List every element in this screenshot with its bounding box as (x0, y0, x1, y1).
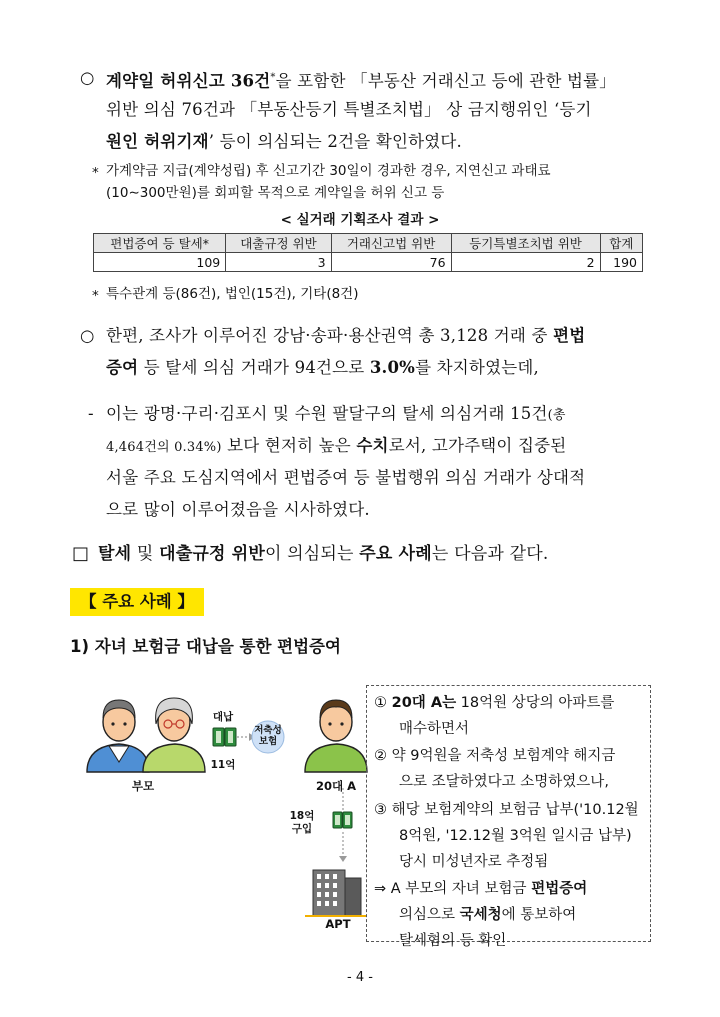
p2-l2-bold: 증여 (106, 358, 139, 377)
result-table (93, 233, 643, 272)
case-conclusion-line2 (399, 902, 576, 928)
p1-marker: ○ (80, 68, 95, 87)
p4-text-b: 및 (131, 544, 160, 564)
conclusion-l2a: 의심으로 (399, 907, 460, 923)
label-apt: APT (325, 917, 351, 931)
p1-line1 (106, 62, 616, 98)
table-cell: 109 (94, 253, 226, 272)
case-item-2 (374, 743, 615, 769)
item1-bold: 20대 A는 (391, 695, 457, 711)
case-title: 1) 자녀 보험금 대납을 통한 편법증여 (70, 637, 341, 656)
table-header: 편법증여 등 탈세* (94, 234, 226, 253)
label-parents: 부모 (131, 779, 155, 793)
child-figure (305, 700, 367, 772)
table-cell: 190 (600, 253, 642, 272)
p3-marker: - (88, 404, 94, 423)
conclusion-l1-bold: 편법증여 (531, 881, 588, 897)
case-item-3 (374, 797, 639, 823)
case-item-3-line3: 당시 미성년자로 추정됨 (399, 854, 549, 870)
p4-text-f: 는 다음과 같다. (431, 544, 549, 564)
label-savings-insurance (252, 725, 284, 747)
label-purchase-word: 구입 (291, 823, 313, 835)
table-header: 등기특별조치법 위반 (451, 234, 600, 253)
note2-text: 특수관계 등(86건), 법인(15건), 기타(8건) (106, 286, 359, 302)
p1-l1-text: 을 포함한 「부동산 거래신고 등에 관한 법률」 (275, 71, 617, 91)
p3-line4: 으로 많이 이루어졌음을 시사하였다. (106, 500, 370, 519)
case-conclusion-line3: 탈세혐의 등 확인 (399, 933, 507, 949)
money-icon (213, 728, 236, 746)
p3-l2-tail: 로서, 고가주택이 집중된 (388, 436, 567, 455)
p2-l2-tail: 를 차지하였는데, (415, 358, 539, 377)
item-number: ② (374, 748, 387, 764)
money-icon (333, 812, 352, 828)
p1-l1-bold: 계약일 허위신고 36건 (106, 71, 271, 91)
table-header-row (94, 234, 643, 253)
p3-l2-small: 4,464건의 0.34%) (106, 440, 222, 455)
conclusion-l2-bold: 국세청 (459, 907, 502, 923)
p4-bold-c: 대출규정 위반 (159, 544, 265, 564)
case-item-3-line2: 8억원, '12.12월 3억원 일시금 납부) (399, 828, 632, 844)
p3-line3: 서울 주요 도심지역에서 편법증여 등 불법행위 의심 거래가 상대적 (106, 468, 586, 487)
p2-l2-pct: 3.0% (369, 358, 416, 377)
p1-l3-bold: 원인 허위기재 (106, 132, 209, 151)
table-header: 합계 (600, 234, 642, 253)
p2-line1 (106, 320, 585, 352)
label-amount-11: 11억 (210, 759, 236, 771)
p2-marker: ○ (80, 326, 95, 345)
label-purchase-amount: 18억 (289, 810, 315, 822)
p4-marker: □ (72, 543, 90, 564)
table-title: < 실거래 기획조사 결과 > (280, 212, 440, 228)
table-header: 거래신고법 위반 (331, 234, 451, 253)
label-insurance: 보험 (258, 736, 278, 747)
label-savings: 저축성 (254, 725, 282, 736)
conclusion-arrow-icon: ⇒ (374, 881, 387, 897)
p4-text-d: 이 의심되는 (264, 544, 360, 564)
label-daenap: 대납 (212, 711, 234, 723)
case-conclusion (374, 876, 587, 902)
arrow-head-icon (339, 856, 347, 862)
p1-sup: * (270, 72, 276, 83)
item2-l1: 약 9억원을 저축성 보험계약 해지금 (391, 748, 616, 764)
item1-l1: 18억원 상당의 아파트를 (456, 695, 615, 711)
table-cell: 3 (226, 253, 331, 272)
p3-l1-small: (총 (547, 408, 566, 423)
conclusion-l1: A 부모의 자녀 보험금 (390, 881, 532, 897)
item-number: ① (374, 695, 387, 711)
p4-bold-a: 탈세 (98, 544, 132, 564)
note2-marker: * (92, 288, 99, 304)
p3-line2 (106, 430, 566, 464)
p3-line1 (106, 398, 566, 432)
p1-l3-text: ’ 등이 의심되는 2건을 확인하였다. (208, 132, 462, 151)
p3-l1-text: 이는 광명·구리·김포시 및 수원 팔달구의 탈세 의심거래 15건 (106, 404, 548, 423)
table-header: 대출규정 위반 (226, 234, 331, 253)
p3-l2-text: 보다 현저히 높은 (221, 436, 357, 455)
p1-line3 (106, 126, 462, 158)
item-number: ③ (374, 802, 387, 818)
page-number: - 4 - (347, 970, 373, 985)
case-item-1-line2: 매수하면서 (399, 721, 470, 737)
label-child: 20대 A (315, 779, 357, 793)
p2-line2 (106, 352, 539, 384)
table-row (94, 253, 643, 272)
father-figure (87, 700, 149, 772)
case-item-1 (374, 690, 614, 716)
p2-l1-text: 한편, 조사가 이루어진 강남·송파·용산권역 총 3,128 거래 중 (106, 326, 554, 345)
mother-figure (143, 698, 205, 772)
section-heading: 【 주요 사례 】 (70, 588, 204, 616)
note1-marker: * (92, 165, 99, 181)
p2-l2-text: 등 탈세 의심 거래가 94건으로 (138, 358, 370, 377)
p3-l2-bold: 수치 (356, 436, 389, 455)
table-cell: 2 (451, 253, 600, 272)
table-cell: 76 (331, 253, 451, 272)
case-illustration (85, 688, 370, 933)
note1-line1: 가계약금 지급(계약성립) 후 신고기간 30일이 경과한 경우, 지연신고 과태료 (106, 163, 551, 179)
conclusion-l2c: 에 통보하여 (501, 907, 577, 923)
case-item-2-line2: 으로 조달하였다고 소명하였으나, (399, 774, 609, 790)
item3-l1: 해당 보험계약의 보험금 납부('10.12월 (391, 802, 639, 818)
note1-line2: (10∼300만원)를 회피할 목적으로 계약일을 허위 신고 등 (106, 185, 445, 201)
label-purchase (286, 810, 318, 836)
p4-bold-e: 주요 사례 (359, 544, 432, 564)
p1-line2: 위반 의심 76건과 「부동산등기 특별조치법」 상 금지행위인 ‘등기 (106, 100, 592, 119)
apartment-icon (305, 870, 367, 917)
p4-line (98, 538, 548, 570)
p2-l1-bold: 편법 (553, 326, 586, 345)
